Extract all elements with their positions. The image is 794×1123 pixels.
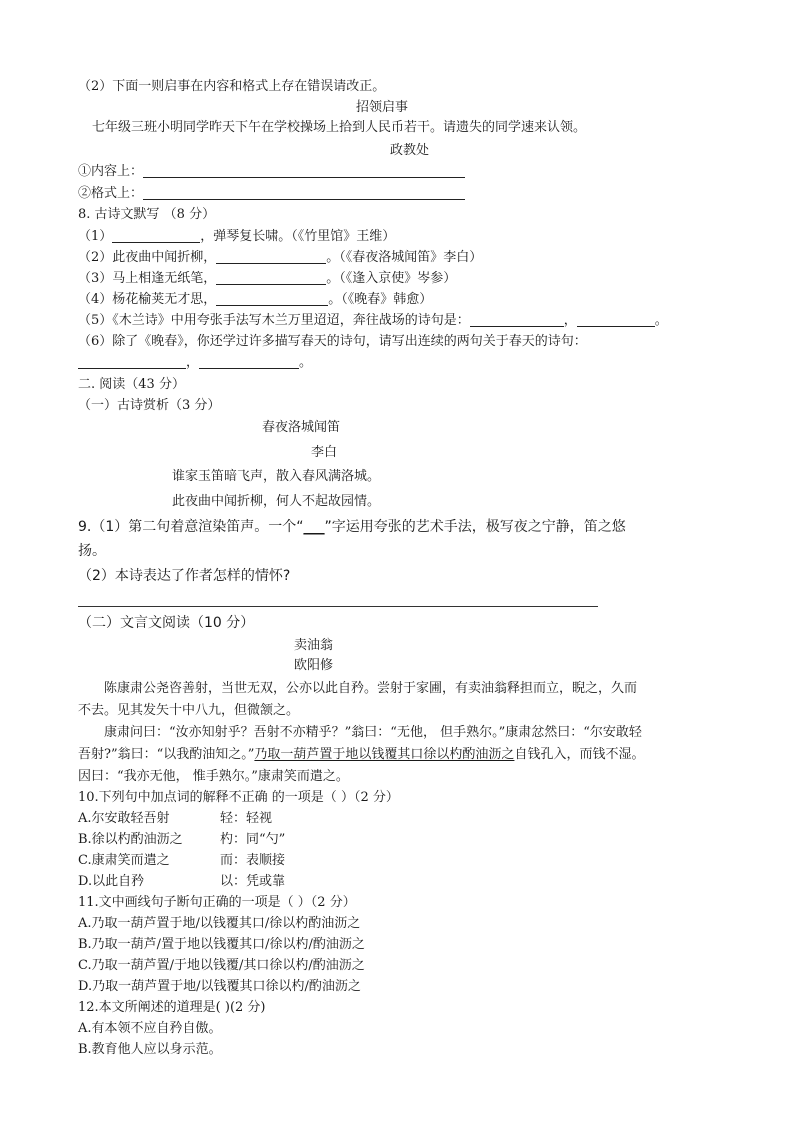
q9-1-suffix: ”字运用夸张的艺术手法，极写夜之宁静，笛之悠 [324,519,626,535]
q10-d-gloss: 以：凭或靠 [220,874,286,889]
format-label: ②格式上： [78,186,144,201]
q8-5-prefix: （5）《木兰诗》中用夸张手法写木兰万里迢迢，奔往战场的诗句是： [78,313,470,328]
q10-option-c[interactable] [78,852,170,870]
notice-title: 招领启事 [356,100,409,115]
classical-p1-line1: 陈康肃公尧咨善射，当世无双，公亦以此自矜。尝射于家圃，有卖油翁释担而立，睨之，久而 [104,681,638,696]
q10-c-gloss: 而：表顺接 [220,853,286,868]
q8-6-comma: ， [186,355,200,370]
classical-p2-line1: 康肃问曰：“汝亦知射乎？吾射不亦精乎？”翁曰：“无他， 但手熟尔。”康肃忿然曰：“尔安敢轻 [104,725,642,740]
q8-3-prefix: （3）马上相逢无纸笔， [78,271,217,286]
q9-1-prefix: 9.（1）第二句着意渲染笛声。一个“ [78,519,304,535]
poem-author: 李白 [311,445,338,460]
q8-6-period: 。 [299,355,313,370]
q10-b-gloss: 杓：同“勺” [220,832,286,847]
classical-p2-line2 [78,746,644,764]
q11-option-a[interactable]: A.乃取一葫芦置于地/以钱覆其口/徐以杓酌油沥之 [78,916,361,931]
q8-1-prefix: （1） [78,229,113,244]
poem-section-title: （一）古诗赏析（3 分） [78,398,221,413]
q8-6-blank-b[interactable] [199,354,299,369]
q9-1-continued: 扬。 [78,543,106,559]
q8-2-blank[interactable] [216,249,326,264]
content-label: ①内容上： [78,164,144,179]
q8-1-suffix: ，弹琴复长啸。（《竹里馆》王维） [200,229,396,244]
notice-instruction: （2）下面一则启事在内容和格式上存在错误请改正。 [78,79,386,94]
q8-6-blank-a[interactable] [78,354,186,369]
q10-option-a[interactable] [78,810,170,828]
q9-2-answer-line[interactable] [78,606,598,607]
q8-5-period: 。 [654,313,668,328]
q11-option-c[interactable]: C.乃取一葫芦置/于地以钱覆/其口徐以杓/酌油沥之 [78,958,365,973]
q8-1-blank[interactable] [112,228,200,243]
classical-p1-line2: 不去。见其发矢十中八九，但微颔之。 [78,703,300,718]
poem-line-2: 此夜曲中闻折柳，何人不起故园情。 [172,494,381,509]
classical-section-title: （二）文言文阅读（10 分） [78,615,255,631]
reading-header: 二. 阅读（43 分） [78,377,185,392]
q10-b-sentence: B.徐以杓酌油沥之 [78,832,183,847]
q10-d-sentence: D.以此自矜 [78,874,145,889]
q8-item-6: （6）除了《晚春》，你还学过许多描写春天的诗句，请写出连续的两句关于春天的诗句： [78,334,587,349]
q10-option-d[interactable] [78,873,144,891]
q8-5-blank-b[interactable] [577,312,655,327]
q10-stem: 10.下列句中加点词的解释不正确 的一项是（ ）（2 分） [78,790,399,805]
q8-5-blank-a[interactable] [470,312,564,327]
notice-format-row [78,185,465,203]
q8-item-5 [78,312,668,330]
classical-p2-line2-end: 自钱孔入，而钱不湿。 [514,747,645,762]
poem-line-1: 谁家玉笛暗飞声，散入春风满洛城。 [172,469,381,484]
classical-title: 卖油翁 [294,638,334,653]
q11-option-b[interactable]: B.乃取一葫芦/置于地以钱覆其口/徐以杓/酌油沥之 [78,937,365,952]
content-answer-blank[interactable] [143,163,465,178]
poem-title: 春夜洛城闻笛 [262,420,341,435]
q8-4-suffix: 。（《晚春》韩愈） [328,292,433,307]
classical-p2-line2-start: 吾射?”翁曰：“以我酌油知之。” [78,747,255,762]
classical-p2-line3: 因曰：“我亦无他， 惟手熟尔。”康肃笑而遣之。 [78,769,349,784]
q10-c-sentence: C.康肃笑而遣之 [78,853,170,868]
q9-1-blank[interactable]: ___ [303,519,325,535]
q11-option-d[interactable]: D.乃取一葫芦置于地/以钱覆其口徐以杓/酌油沥之 [78,979,361,994]
q10-a-gloss: 轻：轻视 [220,811,273,826]
q9-2-question: （2）本诗表达了作者怎样的情怀? [78,568,291,584]
format-answer-blank[interactable] [143,185,465,200]
q10-a-sentence: A.尔安敢轻吾射 [78,811,170,826]
notice-content-row [78,163,465,181]
q8-3-blank[interactable] [216,270,326,285]
q12-stem: 12.本文所阐述的道理是( )(2 分) [78,1000,266,1015]
q8-4-prefix: （4）杨花榆荚无才思， [78,292,217,307]
q8-item-4 [78,291,432,309]
q8-item-2 [78,249,482,267]
q12-option-b[interactable]: B.教育他人应以身示范。 [78,1042,222,1057]
notice-signature: 政教处 [390,143,430,158]
q10-option-b[interactable] [78,831,183,849]
q11-stem: 11.文中画线句子断句正确的一项是（ ）（2 分） [78,895,356,910]
q8-3-suffix: 。（《逢入京使》岑参） [326,271,457,286]
q8-2-suffix: 。（《春夜洛城闻笛》李白） [326,250,483,265]
q8-5-comma: ， [563,313,577,328]
q8-item-1 [78,228,395,246]
underlined-sentence: 乃取一葫芦置于地以钱覆其口徐以杓酌油沥之 [254,747,515,762]
q12-option-a[interactable]: A.有本领不应自矜自傲。 [78,1021,222,1036]
q9-1-line [78,518,626,536]
q8-item-6-answer [78,354,312,372]
q8-2-prefix: （2）此夜曲中闻折柳， [78,250,217,265]
notice-body: 七年级三班小明同学昨天下午在学校操场上拾到人民币若干。请遗失的同学速来认领。 [92,120,587,135]
classical-author: 欧阳修 [294,658,334,673]
q8-4-blank[interactable] [216,291,328,306]
q8-item-3 [78,270,456,288]
q8-header: 8. 古诗文默写 （8 分） [78,207,216,222]
